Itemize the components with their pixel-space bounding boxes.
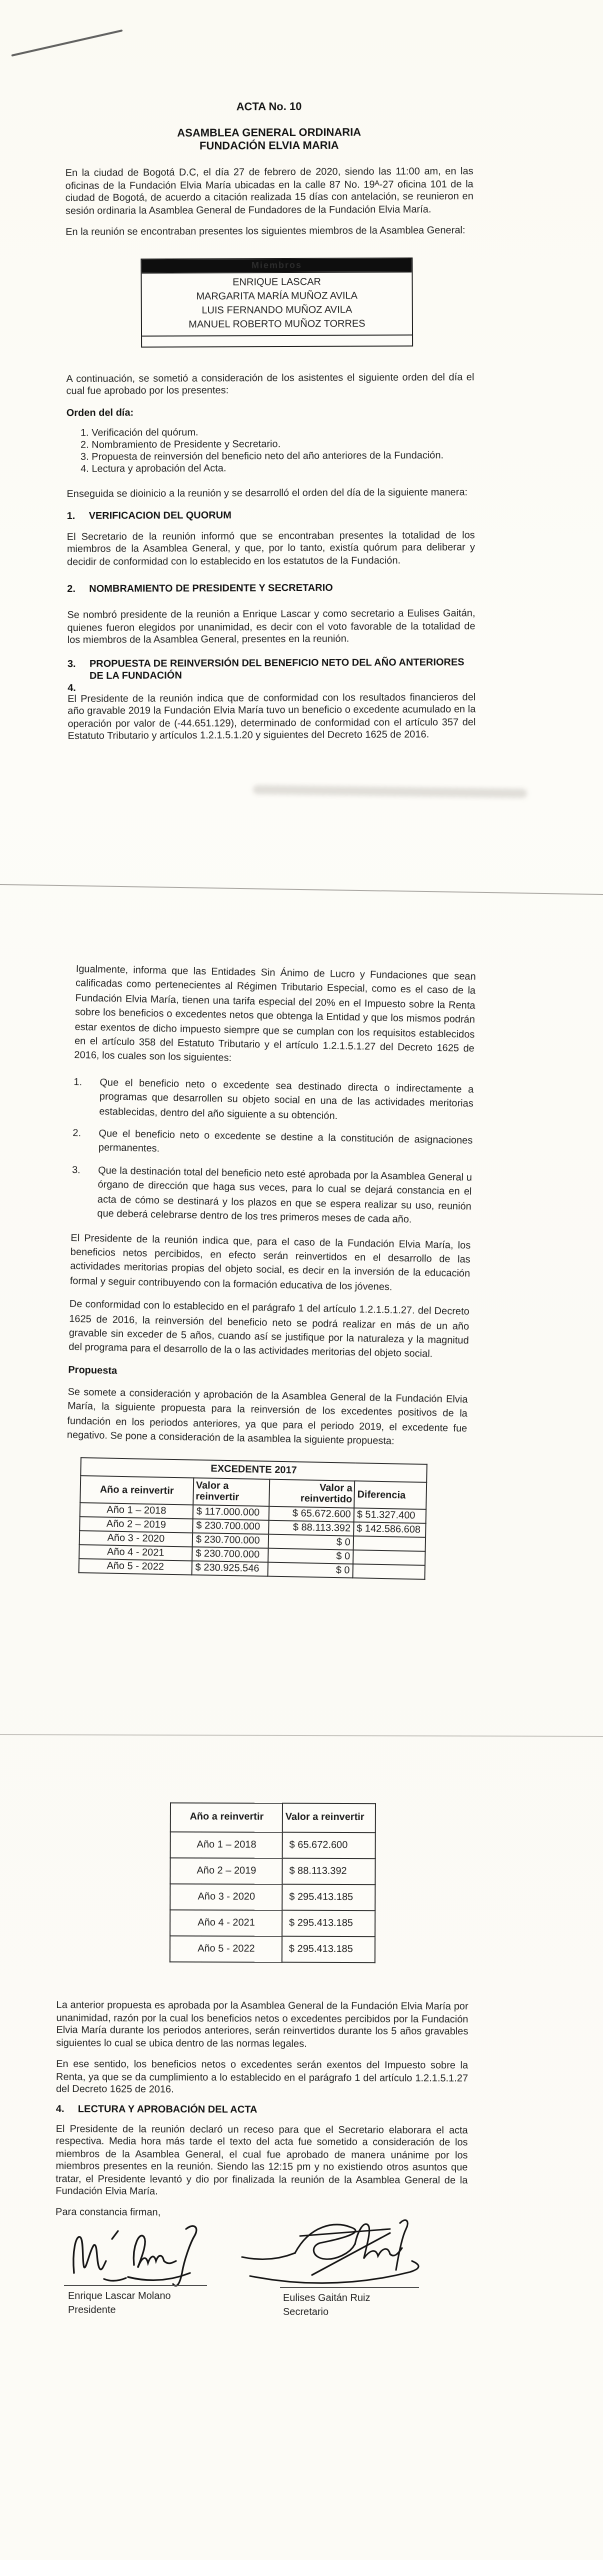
table-row (170, 1884, 375, 1911)
col-header-difference: Diferencia (354, 1481, 426, 1509)
tax-paragraph: Igualmente, informa que las Entidades Sin Ánimo de Lucro y Fundaciones que sean calificadas como pertenecientes al Régimen Tributario Especial, como es el caso de la Fundación Elvia María, tienen una tarifa especial del 20% en el Impuesto sobre la Renta sobre los beneficios o excedentes netos que obtenga la Entidad y que los mismos podrán estar exentos de dicho impuesto siempre que se cumplan con los requisitos establecidos en el artículo 358 del Estatuto Tributario y el artículo 1.2.1.5.1.27 del Decreto 1625 de 2016, los cuales son los siguientes: (74, 963, 476, 1065)
section3-body: El Presidente de la reunión indica que de conformidad con los resultados financieros del año gravable 2019 la Fundación Elvia María tuvo un beneficio o excedente acumulado en la operación por valor de (-44.651.129), determinado de conformidad con el artículo 357 del Estatuto Tributario y artículos 1.2.1.5.1.20 y siguientes del Decreto 1625 de 2016. (67, 692, 476, 743)
proceed-text: Enseguida se dioinicio a la reunión y se desarrolló el orden del día de la siguiente manera: (66, 487, 468, 501)
excedente-2017-table (78, 1458, 427, 1581)
cell-reinvested: $ 88.113.392 (268, 1521, 354, 1537)
reinvestment-plan-table (169, 1802, 376, 1963)
section3-heading (67, 657, 475, 683)
section1-title: VERIFICACION DEL QUORUM (88, 510, 232, 522)
col-header-year: Año a reinvertir (170, 1803, 283, 1832)
acta-number-title: ACTA No. 10 (236, 100, 302, 114)
table-row (170, 1832, 375, 1859)
proposal-heading: Propuesta (68, 1364, 118, 1377)
agenda-item: 4. Lectura y aprobación del Acta. (80, 463, 227, 476)
cell-value: $ 295.413.185 (282, 1910, 375, 1936)
president-name-block (68, 2290, 171, 2318)
assembly-subtitle (65, 126, 473, 154)
condition-item (71, 1164, 472, 1229)
cell-to-reinvest: $ 230.700.000 (192, 1533, 268, 1548)
cell-year: Año 4 - 2021 (170, 1910, 283, 1936)
section4-body: El Presidente de la reunión declaró un receso para que el Secretario elaborara el acta respectiva. Media hora más tarde el texto del acta fue sometido a consideración de los miembros de la Asamblea General, el cual fue aprobado de manera unánime por los miembros presentes en la reunión. Siendo las 12:15 pm y no existiendo otros asuntos que tratar, el Presidente levantó y dio por finalizada la reunión de la Asamblea General de la Fundación Elvia María. (55, 2123, 468, 2198)
cell-difference (353, 1550, 425, 1565)
cell-year: Año 5 - 2022 (170, 1936, 283, 1962)
exemption-paragraph: En ese sentido, los beneficios netos o excedentes serán exentos del Impuesto sobre la Renta, ya que se da cumplimiento a lo establecido en el parágrafo 1 del artículo 1.2.1.5.1.27 del Decreto 1625 de 2016. (55, 2058, 469, 2096)
member-name: LUIS FERNANDO MUÑOZ AVILA (201, 304, 353, 316)
table-header-row (170, 1803, 375, 1833)
agenda-title: Orden del día: (66, 407, 134, 419)
secretary-signature-line (280, 2287, 419, 2288)
section1-heading (67, 509, 475, 523)
cell-difference (353, 1564, 425, 1579)
cell-value: $ 65.672.600 (283, 1832, 376, 1858)
section1-number: 1. (66, 510, 76, 522)
cell-reinvested: $ 0 (268, 1535, 354, 1551)
agenda-list (66, 426, 474, 477)
member-name: ENRIQUE LASCAR (232, 276, 321, 288)
condition-item (72, 1127, 472, 1163)
col-header-value: Valor a reinvertir (283, 1803, 376, 1832)
table-caption: EXCEDENTE 2017 (81, 1458, 427, 1483)
condition-number: 2. (72, 1128, 82, 1140)
attendees-intro: En la reunión se encontraban presentes los siguientes miembros de la Asamblea General: (65, 225, 466, 238)
stray-number: 4. (67, 682, 76, 694)
cell-reinvested: $ 0 (268, 1549, 354, 1565)
members-table (141, 257, 413, 347)
section4-number: 4. (55, 2103, 65, 2115)
cell-to-reinvest: $ 230.700.000 (192, 1547, 268, 1562)
cell-reinvested: $ 0 (267, 1563, 353, 1579)
section2-number: 2. (67, 584, 76, 596)
condition-text: Que la destinación total del beneficio neto esté aprobada por la Asamblea General u órgano de dirección que haga sus veces, para lo cual se dejará constancia en el acta de cómo se destinará y los plazos en que se espera realizar su uso, reunión que deberá celebrarse dentro de los tres primeros meses de cada año. (97, 1165, 473, 1226)
cell-value: $ 88.113.392 (283, 1858, 376, 1884)
section3-number: 3. (67, 658, 76, 670)
cell-year: Año 4 - 2021 (79, 1545, 192, 1561)
foundation-name: FUNDACIÓN ELVIA MARIA (199, 139, 339, 153)
cell-reinvested: $ 65.672.600 (269, 1507, 355, 1523)
cell-year: Año 5 - 2022 (79, 1559, 192, 1575)
section4-title: LECTURA Y APROBACIÓN DEL ACTA (77, 2103, 258, 2116)
section2-body: Se nombró presidente de la reunión a Enrique Lascar y como secretario a Eulises Gaitán, quienes fueron elegidos por unanimidad, es decir con el voto favorable de la totalidad de los miembros de la Asamblea General, presentes en la reunión. (67, 608, 476, 647)
condition-number: 3. (71, 1164, 81, 1176)
cell-year: Año 2 – 2019 (170, 1858, 283, 1884)
section4-heading (56, 2103, 468, 2116)
col-header-reinvested: Valor a reinvertido (269, 1480, 355, 1509)
approval-paragraph: La anterior propuesta es aprobada por la Asamblea General de la Fundación Elvia María por unanimidad, razón por la cual los beneficios netos o excedentes percibidos por la Fundación Elvia María durante los periodos anteriores, serán reinvertidos durante los 5 años gravables siguientes lo cual se ubica dentro de las normas legales. (56, 1999, 469, 2050)
agenda-item: 1. Verificación del quórum. (80, 426, 199, 439)
cell-difference: $ 142.586.608 (354, 1522, 426, 1537)
cell-year: Año 1 – 2018 (80, 1503, 193, 1519)
intro-paragraph: En la ciudad de Bogotá D.C, el día 27 de febrero de 2020, siendo las 11:00 am, en las oficinas de la Fundación Elvia María ubicadas en la calle 87 No. 19ᴬ-27 oficina 101 de la ciudad de Bogotá, de acuerdo a citación realizada 15 días con antelación, se reunieron en sesión ordinaria la Asamblea General de Fundadores de la Fundación Elvia María. (65, 166, 474, 217)
cell-year: Año 2 – 2019 (80, 1517, 193, 1533)
page-3 (0, 1735, 603, 2560)
proposal-text: Se somete a consideración y aprobación de la Asamblea General de la Fundación Elvia María, la siguiente propuesta para la reinversión de los excedentes positivos de la fundación en los periodos anteriores, ya que para el periodo 2019, el excedente fue negativo. Se pone a consideración de la asamblea la siguiente propuesta: (66, 1386, 468, 1448)
secretary-name: Eulises Gaitán Ruiz (283, 2293, 371, 2304)
col-header-to-reinvest: Valor a reinvertir (193, 1478, 269, 1506)
closing-text: Para constancia firman, (55, 2206, 161, 2218)
president-name: Enrique Lascar Molano (68, 2291, 171, 2302)
cell-to-reinvest: $ 230.925.546 (192, 1561, 268, 1576)
cell-year: Año 1 – 2018 (170, 1832, 283, 1858)
cell-value: $ 295.413.185 (283, 1884, 376, 1910)
section1-body: El Secretario de la reunión informó que se encontraban presentes la totalidad de los miembros de la Asamblea General, y que, por lo tanto, existía quórum para deliberar y decidir de conformidad con lo establecido en los estatutos de la Fundación. (66, 530, 475, 568)
cell-value: $ 295.413.185 (282, 1936, 375, 1962)
table-row (170, 1858, 375, 1885)
agenda-item: 2. Nombramiento de Presidente y Secretario. (80, 438, 281, 451)
table-row (170, 1910, 375, 1937)
section2-heading (67, 583, 475, 597)
president-signature (68, 2221, 216, 2293)
cell-difference: $ 51.327.400 (354, 1508, 426, 1523)
section3-title: PROPUESTA DE REINVERSIÓN DEL BENEFICIO NETO DEL AÑO ANTERIORES DE LA FUNDACIÓN (89, 657, 465, 682)
cell-to-reinvest: $ 230.700.000 (193, 1519, 269, 1534)
member-name: MARGARITA MARÍA MUÑOZ AVILA (196, 290, 358, 302)
condition-item (73, 1076, 474, 1127)
cell-to-reinvest: $ 117.000.000 (193, 1505, 269, 1520)
secretary-role: Secretario (283, 2307, 329, 2318)
condition-text: Que el beneficio neto o excedente se destine a la constitución de asignaciones permanentes. (98, 1128, 473, 1156)
cell-year: Año 3 - 2020 (170, 1884, 283, 1910)
members-table-header: Miembros (142, 258, 412, 272)
col-header-year: Año a reinvertir (80, 1476, 193, 1505)
agenda-intro: A continuación, se sometió a consideración de los asistentes el siguiente orden del día el cual fue aprobado por los presentes: (66, 371, 475, 397)
members-table-empty-row (142, 334, 412, 346)
reinvest-paragraph: El Presidente de la reunión indica que, para el caso de la Fundación Elvia María, los beneficios netos percibidos, en efecto serán reinvertidos en el desarrollo de las actividades meritorias propias del objeto social, es decir en la inversión de la educación formal y seguir contribuyendo con la formación educativa de los jóvenes. (69, 1232, 471, 1293)
member-name: MANUEL ROBERTO MUÑOZ TORRES (188, 318, 366, 330)
cell-difference (354, 1536, 426, 1551)
secretary-name-block (283, 2292, 370, 2320)
assembly-type: ASAMBLEA GENERAL ORDINARIA (177, 126, 362, 140)
secretary-signature (240, 2213, 436, 2293)
president-signature-line (64, 2285, 207, 2286)
table-row (170, 1936, 375, 1963)
condition-text: Que el beneficio neto o excedente sea destinado directa o indirectamente a programas que desarrollen su objeto social en una de las actividades meritorias establecidas, dentro del año siguiente a su obtención. (99, 1077, 474, 1122)
president-role: Presidente (68, 2305, 116, 2316)
page-1 (0, 0, 603, 889)
section2-title: NOMBRAMIENTO DE PRESIDENTE Y SECRETARIO (89, 583, 333, 596)
condition-number: 1. (73, 1076, 83, 1088)
page-2 (0, 889, 603, 1735)
cell-year: Año 3 - 2020 (79, 1531, 192, 1547)
decree-paragraph: De conformidad con lo establecido en el parágrafo 1 del artículo 1.2.1.5.1.27. del Decreto 1625 de 2016, la reinversión del beneficio neto se podrá realizar en más de un año gravable sin exceder de 5 años, cuando así se justifique por la naturaleza y la magnitud del programa para el desarrollo de la o las actividades meritorias del objeto social. (68, 1299, 470, 1361)
agenda-item: 3. Propuesta de reinversión del beneficio neto del año anteriores de la Fundación. (80, 450, 444, 463)
